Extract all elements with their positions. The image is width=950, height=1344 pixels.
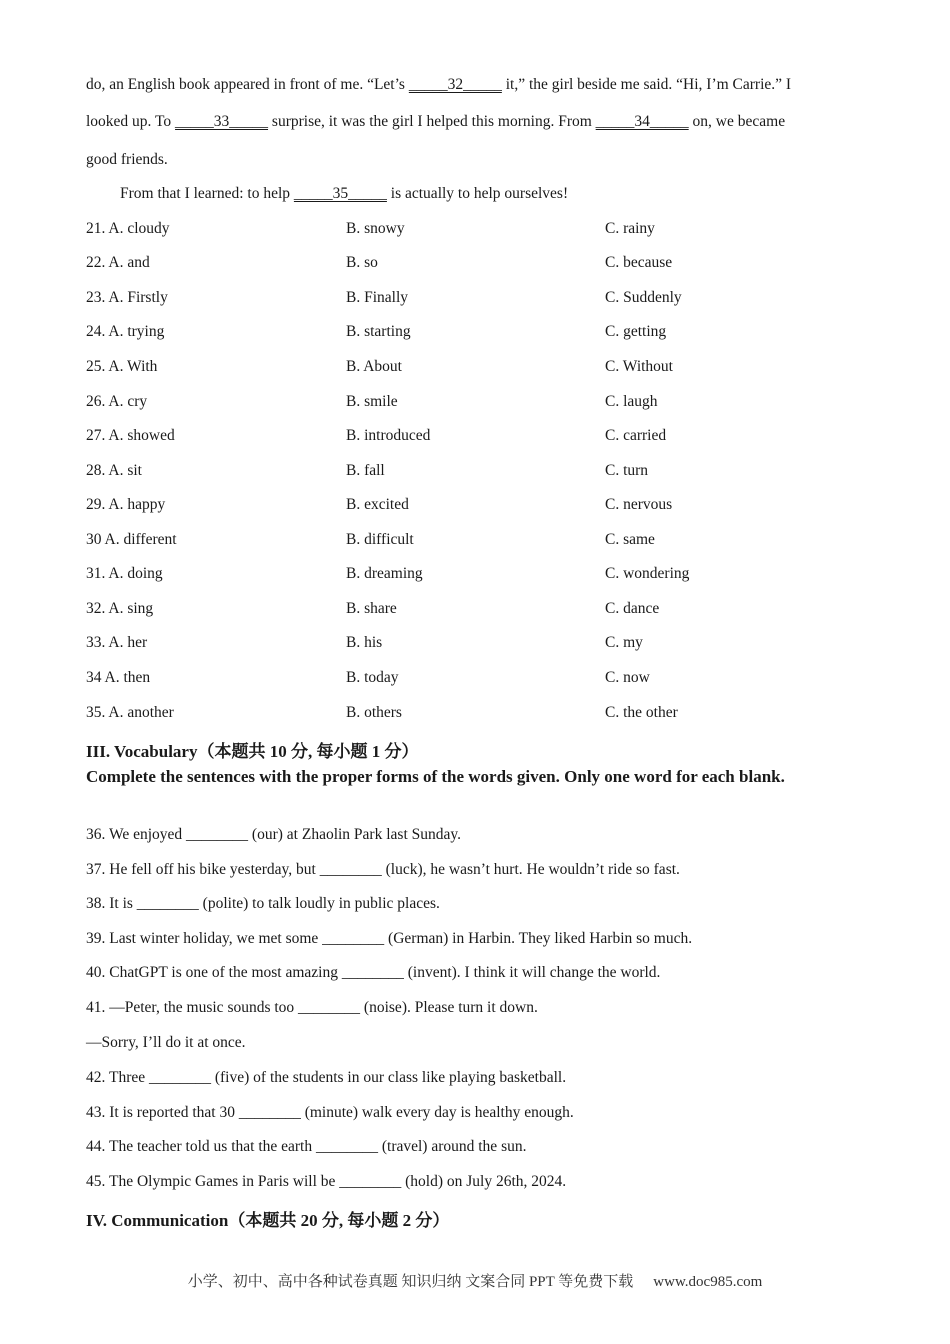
option-b: B. About	[346, 358, 402, 375]
option-c: C. because	[605, 254, 673, 271]
option-row	[86, 669, 866, 691]
option-c: C. now	[605, 669, 650, 686]
passage-text: it,” the girl beside me said. “Hi, I’m Carrie.” I	[501, 76, 792, 93]
question: 40. ChatGPT is one of the most amazing ________ (invent). I think it will change the world.	[86, 964, 661, 981]
passage-text: From that I learned: to help	[120, 185, 294, 202]
passage-text: on, we became	[688, 113, 786, 130]
passage-line	[120, 185, 568, 203]
question: 41. —Peter, the music sounds too ________ (noise). Please turn it down.	[86, 999, 538, 1016]
question: 45. The Olympic Games in Paris will be ________ (hold) on July 26th, 2024.	[86, 1173, 567, 1190]
option-a: 27. A. showed	[86, 427, 175, 444]
blank-33: _____33_____	[175, 113, 269, 130]
option-c: C. rainy	[605, 220, 655, 237]
option-a: 25. A. With	[86, 358, 158, 375]
option-b: B. introduced	[346, 427, 431, 444]
question: 42. Three ________ (five) of the students in our class like playing basketball.	[86, 1069, 567, 1086]
option-a: 29. A. happy	[86, 496, 166, 513]
option-a: 33. A. her	[86, 634, 148, 651]
passage-line	[86, 76, 791, 94]
option-a: 34 A. then	[86, 669, 151, 686]
footer-text: 小学、初中、高中各种试卷真题 知识归纳 文案合同 PPT 等免费下载	[187, 1274, 634, 1290]
option-row	[86, 220, 866, 242]
section-instruction: Complete the sentences with the proper forms of the words given. Only one word for each blank.	[86, 767, 785, 786]
section-heading: III. Vocabulary（本题共 10 分, 每小题 1 分）	[86, 742, 419, 761]
question: 37. He fell off his bike yesterday, but ________ (luck), he wasn’t hurt. He wouldn’t ride so fast.	[86, 861, 680, 878]
option-c: C. laugh	[605, 393, 658, 410]
section-heading: IV. Communication（本题共 20 分, 每小题 2 分）	[86, 1211, 450, 1230]
question: 39. Last winter holiday, we met some ________ (German) in Harbin. They liked Harbin so much.	[86, 930, 693, 947]
option-row	[86, 704, 866, 726]
option-b: B. so	[346, 254, 378, 271]
option-c: C. my	[605, 634, 643, 651]
option-row	[86, 289, 866, 311]
option-a: 26. A. cry	[86, 393, 148, 410]
option-c: C. same	[605, 531, 655, 548]
option-row	[86, 358, 866, 380]
option-b: B. today	[346, 669, 399, 686]
option-c: C. Suddenly	[605, 289, 682, 306]
option-b: B. fall	[346, 462, 385, 479]
option-row	[86, 393, 866, 415]
passage-text: looked up. To	[86, 113, 176, 130]
option-b: B. difficult	[346, 531, 414, 548]
passage-line	[86, 113, 785, 131]
option-a: 24. A. trying	[86, 323, 165, 340]
option-c: C. getting	[605, 323, 667, 340]
passage-line: good friends.	[86, 151, 168, 168]
option-c: C. Without	[605, 358, 673, 375]
question: 44. The teacher told us that the earth ________ (travel) around the sun.	[86, 1138, 527, 1155]
question: —Sorry, I’ll do it at once.	[86, 1034, 246, 1051]
option-a: 32. A. sing	[86, 600, 154, 617]
question: 38. It is ________ (polite) to talk loudly in public places.	[86, 895, 440, 912]
option-a: 28. A. sit	[86, 462, 142, 479]
option-row	[86, 565, 866, 587]
option-row	[86, 634, 866, 656]
footer-url: www.doc985.com	[653, 1274, 763, 1290]
option-c: C. nervous	[605, 496, 673, 513]
option-c: C. the other	[605, 704, 678, 721]
option-a: 31. A. doing	[86, 565, 163, 582]
option-row	[86, 427, 866, 449]
option-b: B. smile	[346, 393, 398, 410]
option-row	[86, 600, 866, 622]
option-b: B. excited	[346, 496, 409, 513]
option-a: 22. A. and	[86, 254, 150, 271]
option-b: B. starting	[346, 323, 411, 340]
option-row	[86, 323, 866, 345]
option-c: C. carried	[605, 427, 667, 444]
option-b: B. share	[346, 600, 397, 617]
passage-text: surprise, it was the girl I helped this morning. From	[268, 113, 596, 130]
footer	[0, 1270, 950, 1291]
option-b: B. others	[346, 704, 402, 721]
option-row	[86, 531, 866, 553]
option-row	[86, 462, 866, 484]
option-a: 35. A. another	[86, 704, 174, 721]
option-b: B. his	[346, 634, 383, 651]
option-b: B. snowy	[346, 220, 405, 237]
option-row	[86, 496, 866, 518]
passage-text: is actually to help ourselves!	[386, 185, 569, 202]
option-a: 23. A. Firstly	[86, 289, 168, 306]
question: 43. It is reported that 30 ________ (minute) walk every day is healthy enough.	[86, 1104, 574, 1121]
option-a: 21. A. cloudy	[86, 220, 170, 237]
option-c: C. turn	[605, 462, 649, 479]
option-c: C. wondering	[605, 565, 690, 582]
option-c: C. dance	[605, 600, 660, 617]
option-b: B. Finally	[346, 289, 409, 306]
option-b: B. dreaming	[346, 565, 423, 582]
option-a: 30 A. different	[86, 531, 177, 548]
option-row	[86, 254, 866, 276]
blank-35: _____35_____	[293, 185, 387, 202]
blank-32: _____32_____	[408, 76, 502, 93]
passage-text: do, an English book appeared in front of me. “Let’s	[86, 76, 409, 93]
blank-34: _____34_____	[595, 113, 689, 130]
question: 36. We enjoyed ________ (our) at Zhaolin Park last Sunday.	[86, 826, 461, 843]
